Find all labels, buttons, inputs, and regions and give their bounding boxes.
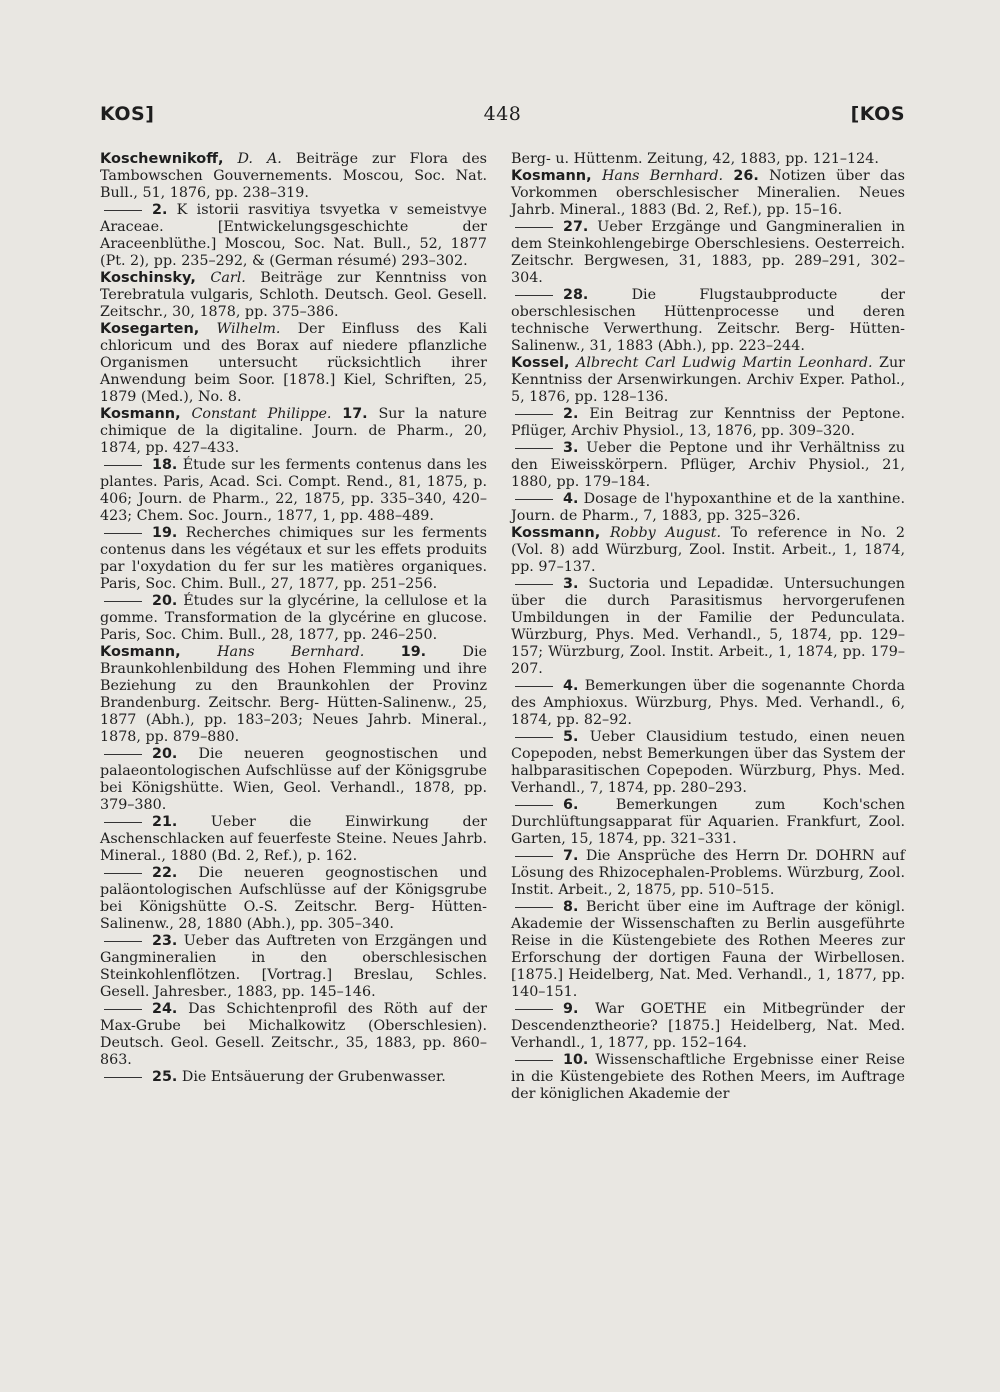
entry-number: 7. (563, 848, 579, 864)
entry-number: 20. (152, 593, 178, 609)
entry-number: 17. (342, 406, 368, 422)
ditto-rule (515, 856, 553, 857)
catalogue-entry (100, 202, 487, 270)
entry-number: 3. (563, 576, 579, 592)
entry-number: 2. (152, 202, 168, 218)
ditto-rule (104, 601, 142, 602)
entry-number: 23. (152, 933, 178, 949)
ditto-rule (515, 499, 553, 500)
author-name: Kossmann, (511, 525, 601, 541)
catalogue-entry (511, 576, 905, 678)
page-number: 448 (483, 103, 522, 125)
author-name: Kosegarten, (100, 321, 200, 337)
catalogue-entry (511, 1052, 905, 1103)
catalogue-entry (511, 151, 905, 168)
catalogue-entry (511, 219, 905, 287)
author-forenames: Robby August. (610, 525, 721, 541)
catalogue-entry (511, 491, 905, 525)
entry-text: Die Entsäuerung der Grubenwasser. (181, 1069, 446, 1085)
catalogue-entry (511, 406, 905, 440)
catalogue-entry (100, 593, 487, 644)
entry-number: 24. (152, 1001, 178, 1017)
ditto-rule (104, 1077, 142, 1078)
entry-number: 4. (563, 678, 579, 694)
ditto-rule (515, 907, 553, 908)
entry-text: Ueber Erzgänge und Gangmineralien in dem Steinkohlengebirge Oberschlesiens. Oesterreich. Zeitschr. Bergwesen, 31, 1883, pp. 289–291, 302–304. (511, 219, 906, 286)
author-forenames: Carl. (210, 270, 246, 286)
entry-text: Étude sur les ferments contenus dans les plantes. Paris, Acad. Sci. Compt. Rend., 81, 1875, p. 406; Journ. de Pharm., 22, 1875, pp. 335–340, 420–423; Chem. Soc. Journ., 1877, 1, pp. 488–489. (100, 457, 487, 524)
entry-number: 3. (563, 440, 579, 456)
entry-text: K istorii rasvitiya tsvyetka v semeistvye Araceae. [Entwickelungsgeschichte der Araceenblüthe.] Moscou, Soc. Nat. Bull., 52, 1877 (Pt. 2), pp. 235–292, & (German résumé) 293–302. (100, 202, 488, 269)
ditto-rule (104, 822, 142, 823)
catalogue-entry (100, 406, 487, 457)
catalogue-entry (100, 151, 487, 202)
catalogue-entry (511, 440, 905, 491)
entry-number: 26. (733, 168, 759, 184)
catalogue-entry (511, 287, 905, 355)
ditto-rule (515, 448, 553, 449)
entry-text: Ein Beitrag zur Kenntniss der Peptone. Pflüger, Archiv Physiol., 13, 1876, pp. 309–320. (511, 406, 905, 439)
entry-number: 21. (152, 814, 178, 830)
entry-number: 10. (563, 1052, 589, 1068)
entry-number: 9. (563, 1001, 579, 1017)
catalogue-entry (511, 355, 905, 406)
right-column (511, 151, 905, 1103)
catalogue-entry (100, 1001, 487, 1069)
catalogue-entry (100, 814, 487, 865)
entry-text: Sur la nature chimique de la digitaline. Journ. de Pharm., 20, 1874, pp. 427–433. (100, 406, 487, 456)
entry-text: Recherches chimiques sur les ferments contenus dans les végétaux et sur les effets produits par l'oxydation du fer sur les matières organiques. Paris, Soc. Chim. Bull., 27, 1877, pp. 251–256. (100, 525, 488, 592)
entry-text: To reference in No. 2 (Vol. 8) add Würzburg, Zool. Instit. Arbeit., 1, 1874, pp. 97–137. (511, 525, 905, 575)
entry-text: Die neueren geognostischen und palaeontologischen Aufschlüsse auf der Königsgrube bei Königshütte. Wien, Geol. Verhandl., 1878, pp. 379–380. (100, 746, 488, 813)
catalogue-entry (511, 525, 905, 576)
entry-text: Die Flugstaubproducte der oberschlesischen Hüttenprocesse und deren technische Verwerthung. Zeitschr. Berg- Hütten-Salinenw., 31, 1883 (Abh.), pp. 223–244. (511, 287, 905, 354)
ditto-rule (515, 1060, 553, 1061)
ditto-rule (104, 465, 142, 466)
header-left-key: KOS] (100, 103, 155, 125)
ditto-rule (515, 1009, 553, 1010)
ditto-rule (104, 210, 142, 211)
catalogue-entry (511, 1001, 905, 1052)
entry-number: 5. (563, 729, 579, 745)
entry-number: 20. (152, 746, 178, 762)
entry-text: Zur Kenntniss der Arsenwirkungen. Archiv Exper. Pathol., 5, 1876, pp. 128–136. (511, 355, 906, 405)
author-name: Koschinsky, (100, 270, 196, 286)
ditto-rule (515, 295, 553, 296)
catalogue-entry (511, 899, 905, 1001)
catalogue-entry (511, 797, 905, 848)
catalogue-entry (100, 746, 487, 814)
header-right-key: [KOS (850, 103, 905, 125)
ditto-rule (515, 414, 553, 415)
ditto-rule (104, 1009, 142, 1010)
author-forenames: Hans Bernhard. (601, 168, 724, 184)
page-header (100, 103, 905, 139)
left-column (100, 151, 487, 1086)
entry-number: 25. (152, 1069, 178, 1085)
catalogue-entry (511, 678, 905, 729)
entry-text: Dosage de l'hypoxanthine et de la xanthine. Journ. de Pharm., 7, 1883, pp. 325–326. (511, 491, 905, 524)
entry-text: Berg- u. Hüttenm. Zeitung, 42, 1883, pp. 121–124. (511, 151, 879, 167)
entry-text: War GOETHE ein Mitbegründer der Descendenztheorie? [1875.] Heidelberg, Nat. Med. Verhandl., 1, 1877, pp. 152–164. (511, 1001, 905, 1051)
ditto-rule (515, 805, 553, 806)
catalogue-entry (100, 644, 487, 746)
entry-text: Das Schichtenprofil des Röth auf der Max-Grube bei Michalkowitz (Oberschlesien). Deutsch. Geol. Gesell. Zeitschr., 35, 1883, pp. 860–863. (100, 1001, 487, 1068)
author-forenames: Wilhelm. (216, 321, 281, 337)
entry-text: Ueber die Einwirkung der Aschenschlacken auf feuerfeste Steine. Neues Jahrb. Mineral., 1880 (Bd. 2, Ref.), p. 162. (100, 814, 487, 864)
entry-text: Die neueren geognostischen und paläontologischen Aufschlüsse auf der Königsgrube bei Königshütte O.-S. Zeitschr. Berg- Hütten-Salinenw., 28, 1880 (Abh.), pp. 305–340. (100, 865, 488, 932)
entry-number: 18. (152, 457, 178, 473)
catalogue-entry (511, 729, 905, 797)
catalogue-entry (511, 168, 905, 219)
author-name: Kosmann, (511, 168, 592, 184)
entry-text: Beiträge zur Kenntniss von Terebratula vulgaris, Schloth. Deutsch. Geol. Gesell. Zeitschr., 30, 1878, pp. 375–386. (100, 270, 487, 320)
catalogue-entry (100, 933, 487, 1001)
ditto-rule (104, 941, 142, 942)
entry-text: Wissenschaftliche Ergebnisse einer Reise in die Küstengebiete des Rothen Meers, im Auftrage der königlichen Akademie der (511, 1052, 905, 1102)
author-name: Koschewnikoff, (100, 151, 224, 167)
entry-text: Bericht über eine im Auftrage der königl. Akademie der Wissenschaften zu Berlin ausgeführte Reise in die Küstengebiete des Rothen Meeres zur Erforschung der dortigen Fauna der Wirbellosen. [1875.] Heidelberg, Nat. Med. Verhandl., 1, 1877, pp. 140–151. (511, 899, 905, 1000)
author-forenames: Constant Philippe. (191, 406, 332, 422)
ditto-rule (104, 873, 142, 874)
author-forenames: Hans Bernhard. (217, 644, 365, 660)
ditto-rule (515, 737, 553, 738)
entry-number: 6. (563, 797, 579, 813)
catalogue-entry (100, 457, 487, 525)
entry-text: Der Einfluss des Kali chloricum und des Borax auf niedere pflanzliche Organismen untersucht rücksichtlich ihrer Anwendung beim Soor. [1878.] Kiel, Schriften, 25, 1879 (Med.), No. 8. (100, 321, 488, 405)
catalogue-entry (511, 848, 905, 899)
entry-text: Ueber Clausidium testudo, einen neuen Copepoden, nebst Bemerkungen über das System der halbparasitischen Copepoden. Würzburg, Phys. Med. Verhandl., 7, 1874, pp. 280–293. (511, 729, 905, 796)
entry-text: Die Braunkohlenbildung des Hohen Flemming und ihre Beziehung zu den Braunkohlen der Provinz Brandenburg. Zeitschr. Berg- Hütten-Salinenw., 25, 1877 (Abh.), pp. 183–203; Neues Jahrb. Mineral., 1878, pp. 879–880. (100, 644, 488, 745)
catalogue-entry (100, 1069, 487, 1086)
ditto-rule (104, 533, 142, 534)
entry-text: Études sur la glycérine, la cellulose et la gomme. Transformation de la glycérine en glucose. Paris, Soc. Chim. Bull., 28, 1877, pp. 246–250. (100, 593, 488, 643)
entry-text: Ueber die Peptone und ihr Verhältniss zu den Eiweisskörpern. Pflüger, Archiv Physiol., 21, 1880, pp. 179–184. (511, 440, 905, 490)
entry-number: 2. (563, 406, 579, 422)
author-forenames: D. A. (237, 151, 282, 167)
author-name: Kosmann, (100, 644, 181, 660)
ditto-rule (515, 686, 553, 687)
author-name: Kossel, (511, 355, 570, 371)
entry-text: Bemerkungen über die sogenannte Chorda des Amphioxus. Würzburg, Phys. Med. Verhandl., 6, 1874, pp. 82–92. (511, 678, 905, 728)
catalogue-entry (100, 525, 487, 593)
entry-number: 8. (563, 899, 579, 915)
author-name: Kosmann, (100, 406, 181, 422)
entry-number: 22. (152, 865, 178, 881)
ditto-rule (515, 584, 553, 585)
entry-text: Bemerkungen zum Koch'schen Durchlüftungsapparat für Aquarien. Frankfurt, Zool. Garten, 15, 1874, pp. 321–331. (511, 797, 906, 847)
catalogue-entry (100, 270, 487, 321)
entry-number: 19. (400, 644, 427, 660)
entry-number: 28. (563, 287, 589, 303)
entry-text: Notizen über das Vorkommen oberschlesischer Mineralien. Neues Jahrb. Mineral., 1883 (Bd. 2, Ref.), pp. 15–16. (511, 168, 906, 218)
entry-text: Beiträge zur Flora des Tambowschen Gouvernements. Moscou, Soc. Nat. Bull., 51, 1876, pp. 238–319. (100, 151, 487, 201)
ditto-rule (104, 754, 142, 755)
entry-number: 4. (563, 491, 579, 507)
author-forenames: Albrecht Carl Ludwig Martin Leonhard. (576, 355, 873, 371)
catalogue-entry (100, 321, 487, 406)
catalogue-entry (100, 865, 487, 933)
entry-number: 27. (563, 219, 589, 235)
entry-text: Ueber das Auftreten von Erzgängen und Gangmineralien in den oberschlesischen Steinkohlenflötzen. [Vortrag.] Breslau, Schles. Gesell. Jahresber., 1883, pp. 145–146. (100, 933, 487, 1000)
entry-number: 19. (152, 525, 178, 541)
entry-text: Suctoria und Lepadidæ. Untersuchungen über die durch Parasitismus hervorgerufenen Umbildungen in der Familie der Pedunculata. Würzburg, Phys. Med. Verhandl., 5, 1874, pp. 129–157; Würzburg, Zool. Instit. Arbeit., 1, 1874, pp. 179–207. (511, 576, 906, 677)
ditto-rule (515, 227, 553, 228)
entry-text: Die Ansprüche des Herrn Dr. DOHRN auf Lösung des Rhizocephalen-Problems. Würzburg, Zool. Instit. Arbeit., 2, 1875, pp. 510–515. (511, 848, 905, 898)
